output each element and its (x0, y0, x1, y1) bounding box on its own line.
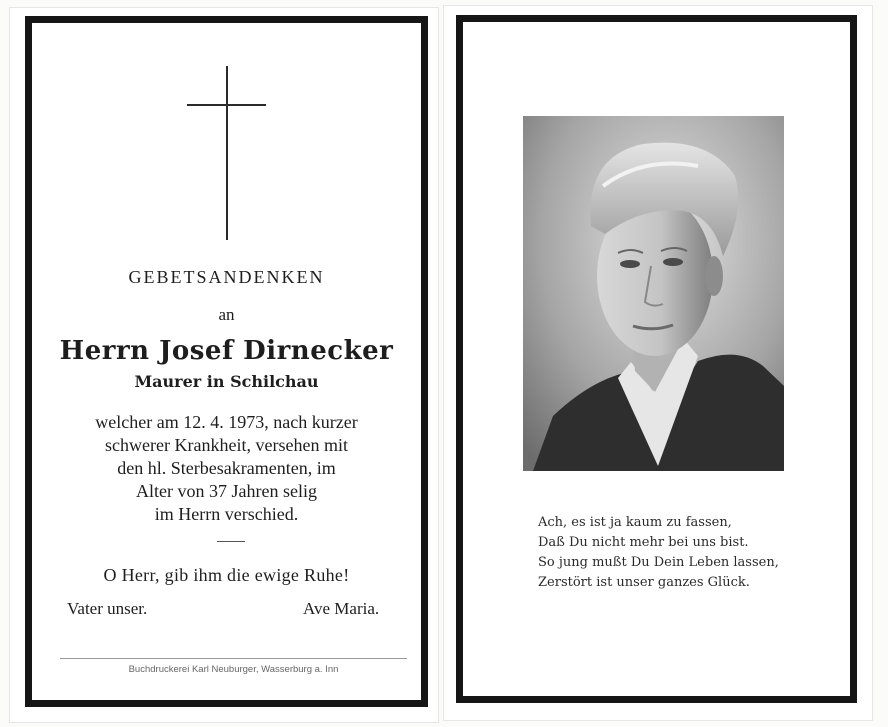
portrait-photo (523, 116, 784, 471)
memorial-poem (538, 513, 779, 593)
poem-line: Zerstört ist unser ganzes Glück. (538, 575, 750, 590)
poem-line: Daß Du nicht mehr bei uns bist. (538, 535, 749, 550)
deceased-occupation: Maurer in Schilchau (134, 372, 319, 391)
cross-icon-bar (187, 104, 266, 106)
obituary-text (32, 411, 421, 526)
deceased-name: Herrn Josef Dirnecker (59, 336, 394, 366)
prayer-our-father: Vater unser. (67, 599, 148, 618)
card-heading: GEBETSANDENKEN (128, 267, 325, 287)
prayer-ave-maria: Ave Maria. (303, 599, 380, 618)
portrait-image (523, 116, 784, 471)
cross-icon (226, 66, 228, 240)
prayer-line: O Herr, gib ihm die ewige Ruhe! (103, 565, 350, 585)
obituary-line: Alter von 37 Jahren selig (136, 481, 317, 501)
footer-divider (60, 658, 407, 659)
poem-line: So jung mußt Du Dein Leben lassen, (538, 555, 779, 570)
poem-line: Ach, es ist ja kaum zu fassen, (538, 515, 732, 530)
obituary-line: den hl. Sterbesakramenten, im (117, 458, 336, 478)
dedication-word: an (218, 305, 235, 324)
printer-credit: Buchdruckerei Karl Neuburger, Wasserburg a. Inn (128, 664, 339, 675)
obituary-line: im Herrn verschied. (154, 504, 299, 524)
obituary-line: schwerer Krankheit, versehen mit (105, 435, 348, 455)
obituary-line: welcher am 12. 4. 1973, nach kurzer (95, 412, 358, 432)
divider (217, 541, 245, 542)
